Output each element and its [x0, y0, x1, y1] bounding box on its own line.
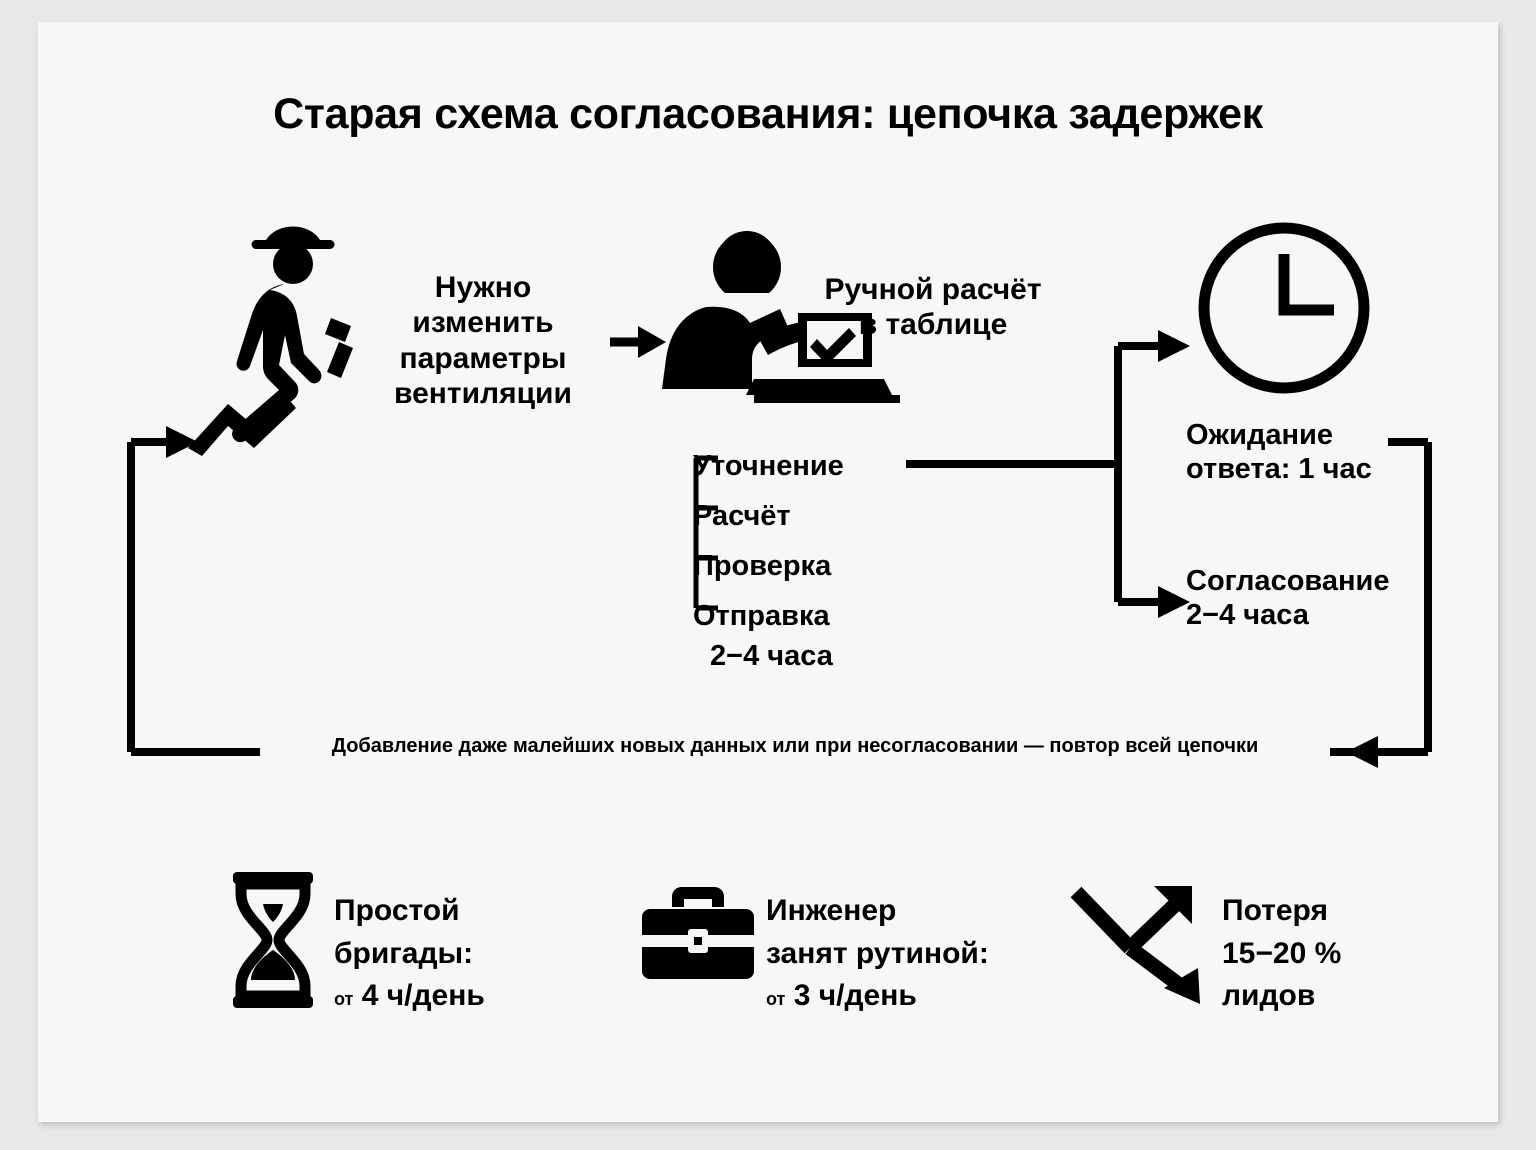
stat-engineer-routine	[766, 890, 989, 1018]
infographic-canvas	[38, 22, 1498, 1122]
label-manual-calculation	[798, 272, 1068, 343]
stat-engineer-line-2: занят рутиной:	[766, 936, 989, 970]
list-item: Уточнение	[693, 450, 844, 482]
label-change-line-3: параметры	[399, 341, 567, 375]
list-item: Расчёт	[693, 499, 791, 532]
label-change-parameters	[368, 270, 598, 412]
stat-lead-loss-line-2: 15−20 %	[1222, 936, 1342, 970]
label-waiting-line-2: ответа: 1 час	[1186, 453, 1372, 486]
label-approval-line-2: 2−4 часа	[1186, 599, 1309, 632]
stat-crew-idle	[334, 890, 485, 1018]
list-item: Проверка	[693, 549, 832, 582]
label-waiting-line-1: Ожидание	[1186, 419, 1333, 451]
clock-icon	[1194, 218, 1374, 398]
label-change-line-4: вентиляции	[394, 377, 572, 411]
briefcase-icon	[638, 877, 758, 997]
stat-engineer-value-row	[766, 975, 989, 1018]
label-manual-line-1: Ручной расчёт	[824, 273, 1042, 306]
label-approval	[1186, 564, 1446, 632]
stat-crew-idle-prefix: от	[334, 989, 354, 1010]
stat-crew-idle-line-1: Простой	[334, 894, 460, 927]
stat-lead-loss-line-1: Потеря	[1222, 894, 1328, 927]
label-approval-line-1: Согласование	[1186, 565, 1390, 597]
steps-total-duration: 2−4 часа	[710, 640, 833, 672]
stat-engineer-line-1: Инженер	[766, 894, 897, 927]
stat-crew-idle-value: 4 ч/день	[361, 979, 485, 1013]
page-title: Старая схема согласования: цепочка задержек	[273, 90, 1263, 138]
steps-list	[693, 442, 844, 642]
label-change-line-2: изменить	[412, 306, 554, 340]
stat-engineer-value: 3 ч/день	[793, 979, 917, 1013]
stat-crew-idle-line-2: бригады:	[334, 936, 474, 970]
label-waiting-answer	[1186, 418, 1436, 486]
stat-crew-idle-value-row	[334, 975, 485, 1018]
hourglass-icon	[223, 870, 323, 1010]
label-manual-line-2: в таблице	[858, 308, 1008, 342]
label-change-line-1: Нужно	[434, 271, 532, 304]
down-arrow-loss-icon	[1068, 882, 1208, 1002]
list-item: Отправка	[693, 599, 830, 632]
stat-lead-loss	[1222, 890, 1341, 1018]
stat-engineer-prefix: от	[766, 989, 786, 1010]
stat-lead-loss-line-3: лидов	[1222, 979, 1316, 1013]
loop-note: Добавление даже малейших новых данных или при несогласовании — повтор всей цепочки	[260, 735, 1330, 758]
